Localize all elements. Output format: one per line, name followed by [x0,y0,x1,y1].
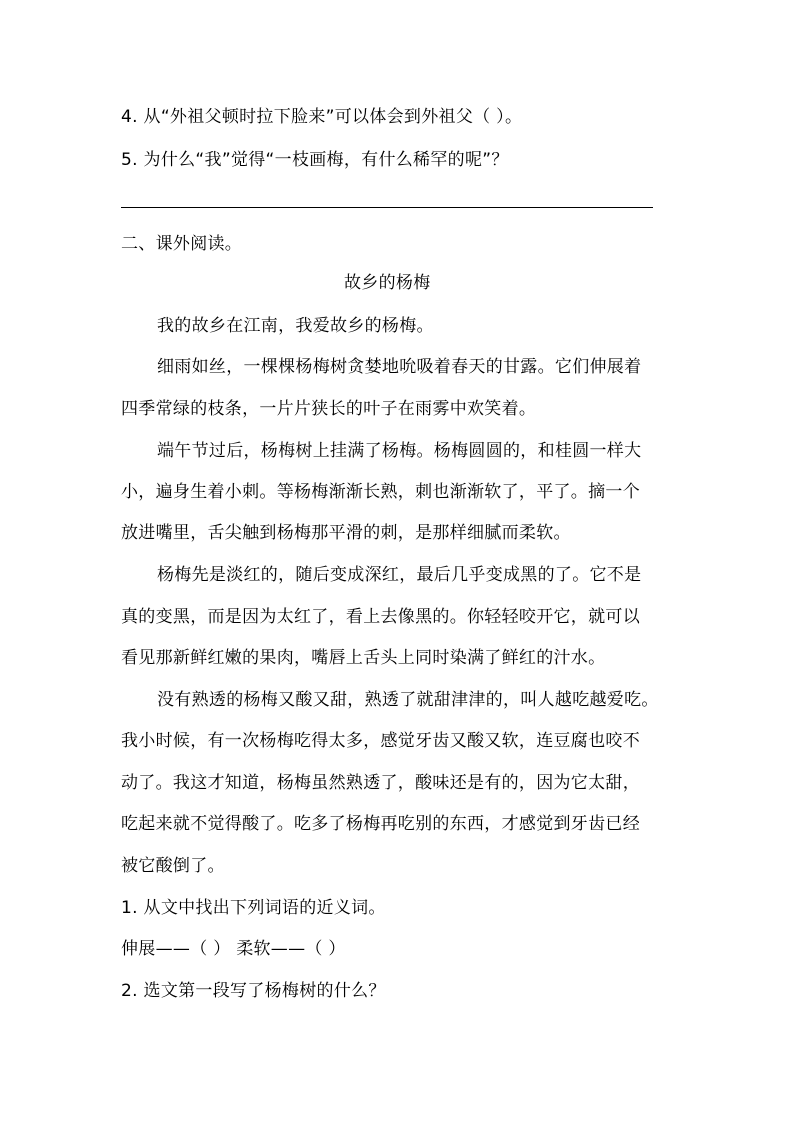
question-5: 5. 为什么“我”觉得“一枝画梅，有什么稀罕的呢”？ [121,150,509,170]
question-1: 1. 从文中找出下列词语的近义词。 [121,898,386,918]
question-2: 2. 选文第一段写了杨梅树的什么？ [121,981,386,1001]
paragraph-5-line-3: 动了。我这才知道，杨梅虽然熟透了，酸味还是有的，因为它太甜， [121,773,640,793]
paragraph-5-line-1: 没有熟透的杨梅又酸又甜，熟透了就甜津津的，叫人越吃越爱吃。 [157,690,659,710]
paragraph-2-line-2: 四季常绿的枝条，一片片狭长的叶子在雨雾中欢笑着。 [121,399,537,419]
paragraph-5-line-4: 吃起来就不觉得酸了。吃多了杨梅再吃别的东西，才感觉到牙齿已经 [121,814,640,834]
answer-line [121,207,653,208]
article-title: 故乡的杨梅 [344,273,431,293]
question-1-blanks: 伸展——（ ） 柔软——（ ） [121,939,346,959]
section-heading: 二、课外阅读。 [121,234,243,254]
paragraph-3-line-2: 小，遍身生着小刺。等杨梅渐渐长熟，刺也渐渐软了，平了。摘一个 [121,482,640,502]
paragraph-4-line-2: 真的变黑，而是因为太红了，看上去像黑的。你轻轻咬开它，就可以 [121,607,640,627]
paragraph-3-line-3: 放进嘴里，舌尖触到杨梅那平滑的刺，是那样细腻而柔软。 [121,523,571,543]
paragraph-4-line-1: 杨梅先是淡红的，随后变成深红，最后几乎变成黑的了。它不是 [157,565,642,585]
paragraph-1-line-1: 我的故乡在江南，我爱故乡的杨梅。 [157,316,434,336]
paragraph-2-line-1: 细雨如丝，一棵棵杨梅树贪婪地吮吸着春天的甘露。它们伸展着 [157,357,642,377]
paragraph-5-line-5: 被它酸倒了。 [121,856,225,876]
paragraph-4-line-3: 看见那新鲜红嫩的果肉，嘴唇上舌头上同时染满了鲜红的汁水。 [121,648,606,668]
question-4: 4. 从“外祖父顿时拉下脸来”可以体会到外祖父（ ）。 [121,107,523,127]
paragraph-5-line-2: 我小时候，有一次杨梅吃得太多，感觉牙齿又酸又软，连豆腐也咬不 [121,731,640,751]
paragraph-3-line-1: 端午节过后，杨梅树上挂满了杨梅。杨梅圆圆的，和桂圆一样大 [157,441,642,461]
